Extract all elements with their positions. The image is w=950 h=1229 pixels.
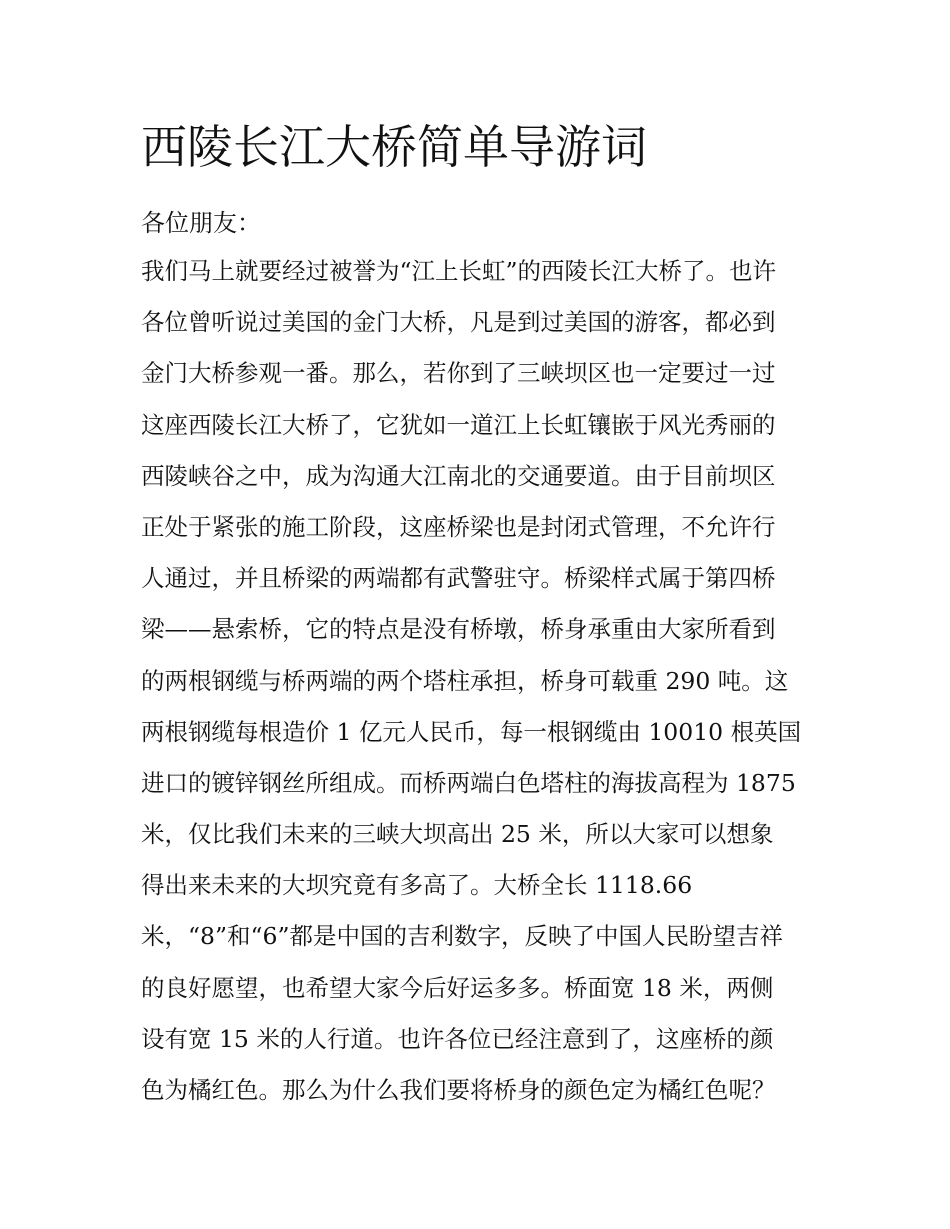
body-line: 两根钢缆每根造价 1 亿元人民币，每一根钢缆由 10010 根英国	[141, 717, 802, 746]
body-line: 我们马上就要经过被誉为“江上长虹”的西陵长江大桥了。也许	[141, 257, 777, 285]
body-line: 的良好愿望，也希望大家今后好运多多。桥面宽 18 米，两侧	[141, 973, 774, 1002]
body-line: 设有宽 15 米的人行道。也许各位已经注意到了，这座桥的颜	[141, 1024, 774, 1053]
body-line: 米，仅比我们未来的三峡大坝高出 25 米，所以大家可以想象	[141, 820, 774, 849]
body-text	[141, 254, 821, 1124]
body-line: 西陵峡谷之中，成为沟通大江南北的交通要道。由于目前坝区	[141, 461, 776, 490]
body-line: 进口的镀锌钢丝所组成。而桥两端白色塔柱的海拔高程为 1875	[141, 768, 796, 797]
body-line: 正处于紧张的施工阶段，这座桥梁也是封闭式管理，不允许行	[141, 512, 776, 541]
document-title: 西陵长江大桥简单导游词	[141, 120, 647, 174]
body-line: 各位曾听说过美国的金门大桥，凡是到过美国的游客，都必到	[141, 308, 776, 337]
body-line: 色为橘红色。那么为什么我们要将桥身的颜色定为橘红色呢？	[141, 1076, 776, 1104]
body-line: 梁——悬索桥，它的特点是没有桥墩，桥身承重由大家所看到	[141, 615, 776, 644]
body-line: 这座西陵长江大桥了，它犹如一道江上长虹镶嵌于风光秀丽的	[141, 410, 776, 439]
body-line: 米，“8”和“6”都是中国的吉利数字，反映了中国人民盼望吉祥	[141, 922, 783, 951]
body-line: 的两根钢缆与桥两端的两个塔柱承担，桥身可载重 290 吨。这	[141, 666, 789, 695]
body-line: 得出来未来的大坝究竟有多高了。大桥全长 1118.66	[141, 871, 693, 900]
body-line: 金门大桥参观一番。那么，若你到了三峡坝区也一定要过一过	[141, 359, 776, 388]
body-line: 人通过，并且桥梁的两端都有武警驻守。桥梁样式属于第四桥	[141, 564, 776, 593]
greeting-line: 各位朋友：	[141, 209, 261, 237]
